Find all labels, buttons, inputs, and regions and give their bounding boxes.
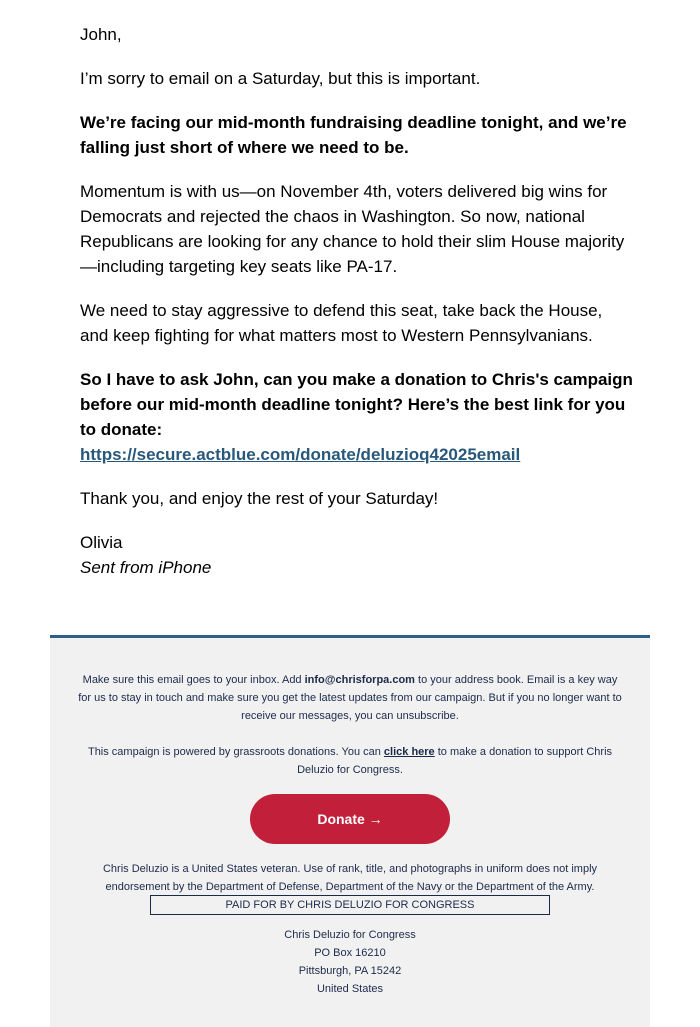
- click-here-link[interactable]: click here: [383, 746, 435, 758]
- grassroots-text-before: This campaign is powered by grassroots donations. You can: [87, 746, 384, 758]
- donate-link[interactable]: https://secure.actblue.com/donate/deluzioq42025email: [80, 445, 521, 464]
- inbox-notice: [78, 671, 622, 725]
- address-line-4: United States: [316, 983, 384, 995]
- address-line-3: Pittsburgh, PA 15242: [298, 965, 402, 977]
- grassroots-text-after: to make a donation to support Chris Deluzio for Congress.: [297, 746, 613, 776]
- deadline-paragraph: We’re facing our mid-month fundraising deadline tonight, and we’re falling just short of where we need to be.: [80, 113, 627, 157]
- paid-for-disclaimer: PAID FOR BY CHRIS DELUZIO FOR CONGRESS: [150, 895, 550, 915]
- signature: [80, 530, 635, 580]
- mailing-address: [50, 926, 650, 998]
- ask-text: So I have to ask John, can you make a donation to Chris's campaign before our mid-month deadline tonight? Here’s the best link for you to donate:: [80, 370, 633, 439]
- inbox-text-after: to your address book. Email is a key way for us to stay in touch and make sure you get the latest updates from our campaign. But if you no longer want to receive our messages, you can unsubscribe.: [78, 674, 622, 722]
- intro-paragraph: I’m sorry to email on a Saturday, but this is important.: [80, 69, 481, 88]
- aggressive-paragraph: We need to stay aggressive to defend this seat, take back the House, and keep fighting for what matters most to Western Pennsylvanians.: [80, 301, 603, 345]
- ask-paragraph: [80, 367, 635, 467]
- momentum-paragraph: Momentum is with us—on November 4th, voters delivered big wins for Democrats and rejected the chaos in Washington. So now, national Republicans are looking for any chance to hold their slim House majority—including targeting key seats like PA-17.: [80, 182, 625, 276]
- veteran-disclaimer: Chris Deluzio is a United States veteran. Use of rank, title, and photographs in uniform does not imply endorsement by the Department of Defense, Department of the Navy or the Department of the Army.: [102, 863, 598, 893]
- email-body: [80, 22, 635, 580]
- address-line-1: Chris Deluzio for Congress: [284, 929, 416, 941]
- closing-paragraph: Thank you, and enjoy the rest of your Saturday!: [80, 489, 439, 508]
- address-line-2: PO Box 16210: [314, 947, 386, 959]
- grassroots-notice: [78, 743, 622, 779]
- email-footer: [50, 635, 650, 1027]
- greeting: John,: [80, 25, 122, 44]
- signature-name: Olivia: [80, 533, 123, 552]
- contact-email: info@chrisforpa.com: [304, 674, 415, 686]
- donate-button[interactable]: Donate →: [250, 794, 450, 844]
- inbox-text-before: Make sure this email goes to your inbox. Add: [82, 674, 305, 686]
- signature-sent: Sent from iPhone: [80, 558, 212, 577]
